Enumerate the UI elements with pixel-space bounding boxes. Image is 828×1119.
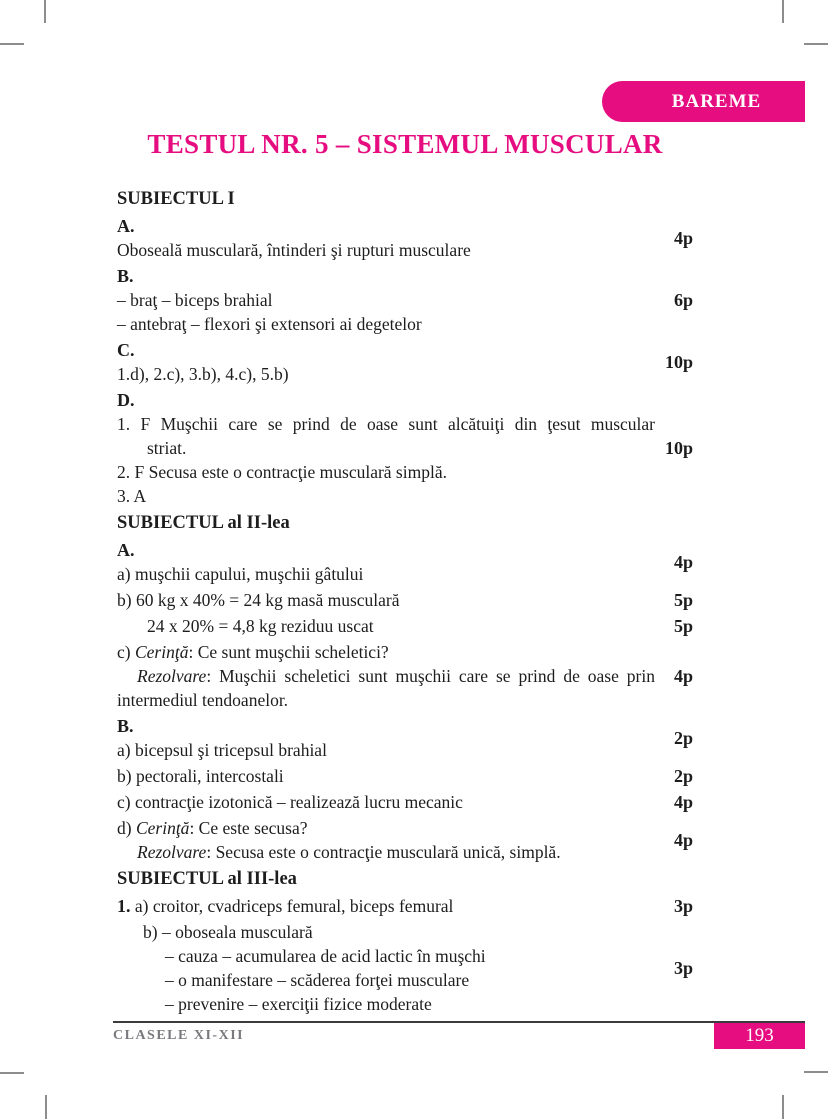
answer-line: intermediul tendoanelor. [117, 690, 289, 710]
page-number-badge [714, 1023, 805, 1049]
score-row-s2-bb-b [117, 764, 693, 788]
points-value: 3p [673, 957, 693, 978]
answer-text: a) croitor, cvadriceps femural, biceps femural [130, 896, 454, 916]
points-value: 3p [673, 895, 693, 916]
points-value: 4p [673, 227, 693, 248]
score-row-s2-bb-d [117, 816, 693, 864]
answer-line [117, 640, 655, 664]
answer-line: b) – oboseala musculară [143, 922, 313, 942]
answer-line: a) bicepsul şi tricepsul brahial [117, 740, 327, 760]
answer-line: – braţ – biceps brahial [117, 290, 273, 310]
keyword-cerinta: Cerinţă [135, 818, 190, 838]
answer-line: 2. F Secusa este o contracţie musculară simplă. [117, 462, 447, 482]
crop-mark-top-left-h [0, 43, 24, 45]
keyword-rezolvare: Rezolvare [137, 842, 207, 862]
item-prefix: c) [117, 642, 135, 662]
score-row-s1-c [117, 338, 693, 386]
score-row-s2-bb-a [117, 714, 693, 762]
bareme-tab [602, 81, 805, 122]
points-value: 6p [673, 289, 693, 310]
answer-line: c) contracţie izotonică – realizează lucru mecanic [117, 792, 463, 812]
crop-mark-bottom-left-h [0, 1072, 24, 1074]
item-label: A. [117, 540, 135, 560]
score-row-s1-d [117, 388, 693, 508]
section-heading-1: SUBIECTUL I [117, 189, 235, 209]
answer-line [117, 840, 655, 864]
answer-line [117, 894, 655, 918]
item-number: 1. [117, 896, 131, 916]
solution-text: : Secusa este o contracţie musculară unică, simplă. [206, 842, 561, 862]
answer-line [117, 816, 655, 840]
item-label: B. [117, 716, 134, 736]
score-row-s3-1b [117, 920, 693, 1016]
answer-key-body [117, 184, 693, 1016]
answer-line: a) muşchii capului, muşchii gâtului [117, 564, 364, 584]
question-text: : Ce este secusa? [189, 818, 308, 838]
score-row-s2-b1 [117, 588, 693, 612]
footer-series-label: CLASELE XI-XII [113, 1028, 245, 1043]
answer-line: 1.d), 2.c), 3.b), 4.c), 5.b) [117, 364, 289, 384]
points-value: 4p [673, 551, 693, 572]
answer-line: b) pectorali, intercostali [117, 766, 284, 786]
crop-mark-top-right-v [782, 0, 784, 23]
question-text: : Ce sunt muşchii scheletici? [188, 642, 389, 662]
answer-line: 1. F Muşchii care se prind de oase sunt alcătuiţi din ţesut muscular [117, 414, 655, 434]
crop-mark-bottom-right-h [804, 1071, 828, 1073]
points-value: 4p [673, 665, 693, 686]
crop-mark-bottom-left-v [45, 1095, 47, 1119]
item-prefix: d) [117, 818, 136, 838]
page-number: 193 [745, 1025, 774, 1046]
answer-line: b) 60 kg x 40% = 24 kg masă musculară [117, 590, 400, 610]
answer-line: – cauza – acumularea de acid lactic în muşchi [165, 946, 486, 966]
item-label: C. [117, 340, 135, 360]
score-row-s2-c [117, 640, 693, 712]
crop-mark-bottom-right-v [782, 1095, 784, 1119]
score-row-s2-b2 [117, 614, 693, 638]
answer-line: – o manifestare – scăderea forţei musculare [165, 970, 470, 990]
keyword-cerinta: Cerinţă [134, 642, 189, 662]
footer-rule [113, 1021, 805, 1023]
score-row-s1-b [117, 264, 693, 336]
solution-text: : Muşchii scheletici sunt muşchii care se prind de oase prin [206, 666, 655, 686]
points-value: 2p [673, 727, 693, 748]
score-row-s2-a [117, 538, 693, 586]
points-value: 2p [673, 765, 693, 786]
answer-line: Oboseală musculară, întinderi şi rupturi musculare [117, 240, 471, 260]
section-heading-2: SUBIECTUL al II-lea [117, 513, 290, 533]
page-title: TESTUL NR. 5 – SISTEMUL MUSCULAR [147, 129, 663, 159]
item-label: D. [117, 390, 135, 410]
keyword-rezolvare: Rezolvare [137, 666, 207, 686]
answer-line: – antebraţ – flexori şi extensori ai degetelor [117, 314, 422, 334]
score-row-s3-1a [117, 894, 693, 918]
answer-line: 3. A [117, 486, 147, 506]
points-value: 5p [673, 589, 693, 610]
points-value: 4p [673, 791, 693, 812]
score-row-s2-bb-c [117, 790, 693, 814]
points-value: 5p [673, 615, 693, 636]
points-value: 10p [664, 437, 693, 458]
score-row-s1-a [117, 214, 693, 262]
item-label: A. [117, 216, 135, 236]
answer-line: 24 x 20% = 4,8 kg reziduu uscat [147, 616, 374, 636]
item-label: B. [117, 266, 134, 286]
bareme-tab-label: BAREME [671, 90, 762, 112]
crop-mark-top-right-h [804, 43, 828, 45]
points-value: 4p [673, 829, 693, 850]
crop-mark-top-left-v [44, 0, 46, 23]
answer-line: – prevenire – exerciţii fizice moderate [165, 994, 432, 1014]
answer-line [117, 664, 655, 688]
points-value: 10p [664, 351, 693, 372]
section-heading-3: SUBIECTUL al III-lea [117, 869, 297, 889]
answer-line: striat. [147, 438, 187, 458]
